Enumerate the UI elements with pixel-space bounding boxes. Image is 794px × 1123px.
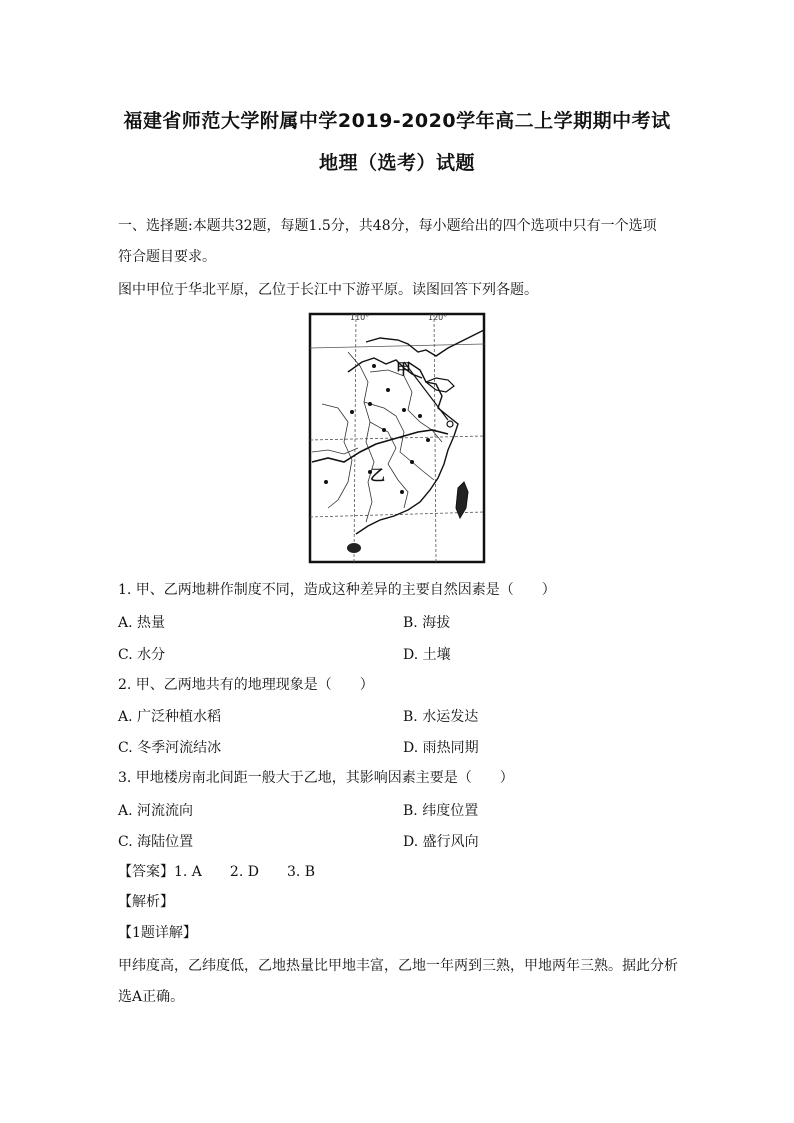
q2-option-a: A. 广泛种植水稻 <box>118 709 222 725</box>
q3-option-c: C. 海陆位置 <box>118 834 194 850</box>
question-3: 3. 甲地楼房南北间距一般大于乙地，其影响因素主要是（ ） <box>118 770 514 786</box>
detail-line1: 甲纬度高，乙纬度低，乙地热量比甲地丰富，乙地一年两到三熟，甲地两年三熟。据此分析 <box>118 958 678 974</box>
q1-option-a: A. 热量 <box>118 615 166 631</box>
q1-option-c: C. 水分 <box>118 647 166 663</box>
section-intro-line1: 一、选择题:本题共32题，每题1.5分，共48分，每小题给出的四个选项中只有一个选项 <box>118 218 657 234</box>
q3-option-d: D. 盛行风向 <box>403 834 479 850</box>
map-label-yi: 乙 <box>370 466 386 484</box>
document-title-line2: 地理（选考）试题 <box>318 152 475 174</box>
analysis-label: 【解析】 <box>118 894 174 910</box>
question-1: 1. 甲、乙两地耕作制度不同，造成这种差异的主要自然因素是（ ） <box>118 582 556 598</box>
q2-option-d: D. 雨热同期 <box>403 740 479 756</box>
detail-label: 【1题详解】 <box>118 925 197 941</box>
q2-option-c: C. 冬季河流结冰 <box>118 740 222 756</box>
question-stem: 图中甲位于华北平原，乙位于长江中下游平原。读图回答下列各题。 <box>118 282 538 298</box>
detail-line2: 选A正确。 <box>118 989 185 1005</box>
lon-label-right: 120° <box>428 313 448 322</box>
question-2: 2. 甲、乙两地共有的地理现象是（ ） <box>118 677 374 693</box>
q1-option-d: D. 土壤 <box>403 647 451 663</box>
section-intro-line2: 符合题目要求。 <box>118 249 216 265</box>
document-title-line1: 福建省师范大学附属中学2019-2020学年高二上学期期中考试 <box>123 110 671 132</box>
answer-key: 【答案】1. A 2. D 3. B <box>118 864 316 880</box>
q3-option-b: B. 纬度位置 <box>403 803 479 819</box>
map-label-jia: 甲 <box>396 360 412 378</box>
q3-option-a: A. 河流流向 <box>118 803 194 819</box>
q1-option-b: B. 海拔 <box>403 615 451 631</box>
lon-label-left: 110° <box>350 313 370 322</box>
q2-option-b: B. 水运发达 <box>403 709 479 725</box>
china-map-figure <box>308 312 486 564</box>
